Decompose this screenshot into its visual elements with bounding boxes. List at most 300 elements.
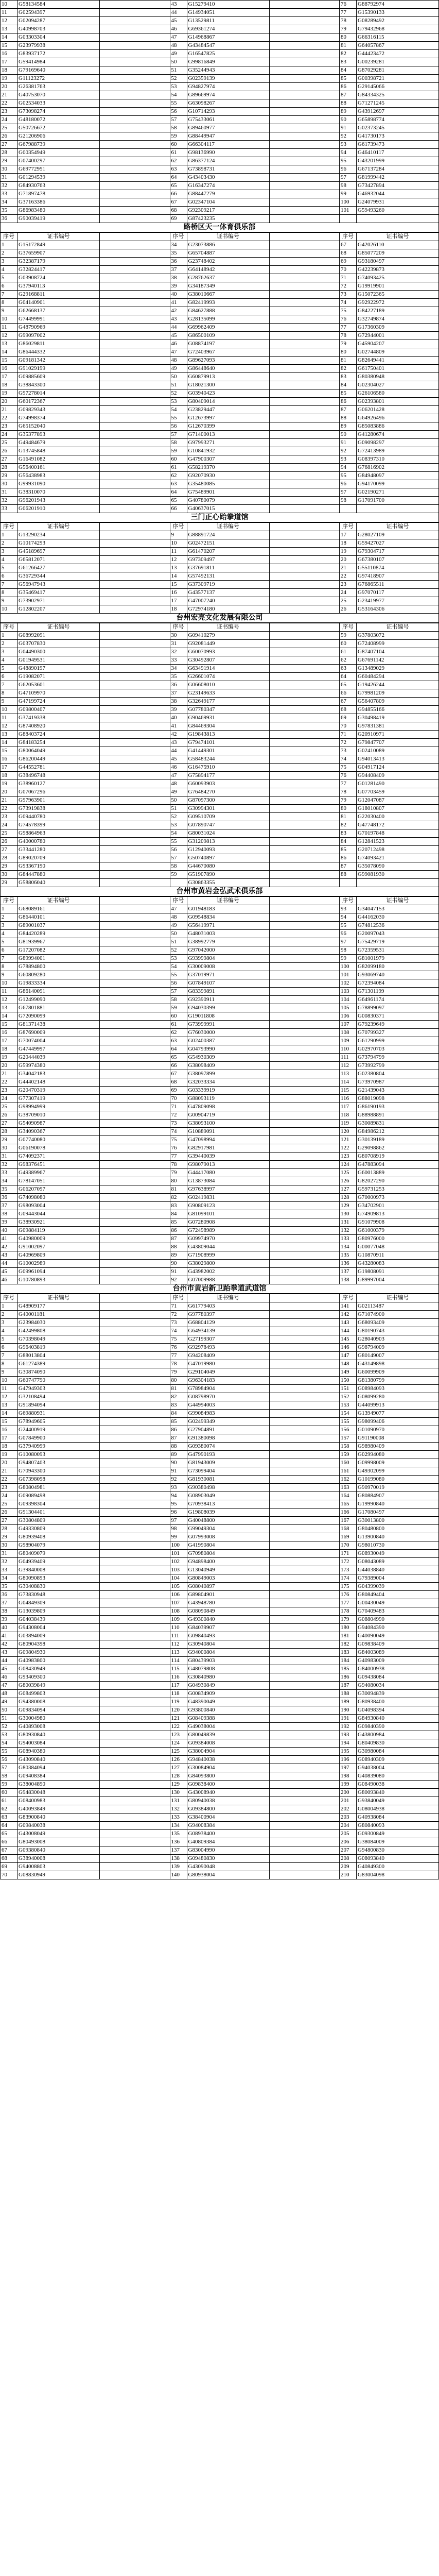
cert-cell: G88988891 <box>357 1111 439 1120</box>
seq-cell: 13 <box>1 340 17 348</box>
seq-cell: 1 <box>1 632 17 640</box>
seq-cell: 146 <box>340 1344 357 1352</box>
seq-cell: 135 <box>340 1251 357 1260</box>
seq-cell: 10 <box>170 539 187 548</box>
header-cert: 证书编号 <box>187 523 269 531</box>
table-row <box>1 996 439 1004</box>
seq-cell: 68 <box>340 706 357 714</box>
table-row <box>1 988 439 996</box>
table-row <box>1 689 439 698</box>
cert-cell: G42239873 <box>357 266 439 274</box>
cert-cell: G93180497 <box>357 258 439 266</box>
cert-cell: G42499808 <box>17 1327 100 1335</box>
seq-cell: 95 <box>340 922 357 930</box>
cert-cell: G43008049 <box>17 1830 100 1838</box>
cert-cell: G59731253 <box>357 1185 439 1194</box>
cert-cell: G12499090 <box>17 996 100 1004</box>
table-row <box>1 1550 439 1558</box>
cert-cell: G82027290 <box>357 1177 439 1185</box>
seq-cell: 48 <box>170 357 187 365</box>
seq-cell: 55 <box>170 838 187 846</box>
cert-cell: G07398098 <box>17 1476 100 1484</box>
cert-cell: G04930849 <box>187 1682 269 1690</box>
cert-cell: G16347274 <box>187 182 269 190</box>
seq-cell: 2 <box>1 1311 17 1319</box>
cert-cell: G08938400 <box>187 1830 269 1838</box>
cert-cell: G78899097 <box>357 1004 439 1012</box>
table-row <box>1 33 439 42</box>
seq-cell: 6 <box>1 946 17 955</box>
table-row <box>1 673 439 681</box>
seq-cell: 2 <box>1 249 17 258</box>
cert-cell: G97780397 <box>187 1311 269 1319</box>
table-row <box>1 1525 439 1533</box>
cert-cell: G07280908 <box>187 1218 269 1227</box>
header-seq: 序号 <box>1 897 17 905</box>
cert-cell: G34047153 <box>357 905 439 913</box>
seq-cell: 85 <box>170 1418 187 1426</box>
table-row <box>1 157 439 165</box>
seq-cell: 30 <box>1 165 17 174</box>
cert-cell: G80938004 <box>187 1871 269 1879</box>
seq-cell: 89 <box>340 108 357 116</box>
table-row <box>1 1062 439 1070</box>
section-title: 三门正心跆拳道馆 <box>0 513 439 522</box>
cert-cell: G07890747 <box>187 821 269 829</box>
cert-cell: G27904891 <box>187 1426 269 1434</box>
cert-cell: G08090849 <box>187 1607 269 1616</box>
seq-cell: 190 <box>340 1706 357 1715</box>
seq-cell: 50 <box>170 930 187 938</box>
seq-cell: 133 <box>340 1235 357 1243</box>
seq-cell: 66 <box>340 689 357 698</box>
seq-cell: 9 <box>1 597 17 605</box>
cert-cell: G04849309 <box>17 1599 100 1607</box>
cert-cell: G13745848 <box>17 447 100 455</box>
seq-cell: 71 <box>170 1302 187 1311</box>
seq-cell: 15 <box>1 357 17 365</box>
cert-cell: G04793990 <box>187 1045 269 1054</box>
seq-cell: 64 <box>170 1045 187 1054</box>
cert-cell: G19011808 <box>187 1012 269 1021</box>
seq-cell: 36 <box>1 1194 17 1202</box>
seq-cell: 99 <box>170 1533 187 1541</box>
table-row <box>1 340 439 348</box>
cert-cell: G72403967 <box>187 348 269 357</box>
seq-cell: 69 <box>170 1087 187 1095</box>
cert-cell: G56438983 <box>17 472 100 480</box>
table-row <box>1 1476 439 1484</box>
seq-cell: 24 <box>1 821 17 829</box>
table-row <box>1 747 439 755</box>
cert-cell: G31209813 <box>187 838 269 846</box>
cert-cell: G18021300 <box>187 381 269 389</box>
seq-cell: 43 <box>1 1251 17 1260</box>
seq-cell: 70 <box>340 266 357 274</box>
cert-cell: G08940380 <box>17 1748 100 1756</box>
table-row <box>1 439 439 447</box>
seq-cell: 91 <box>170 1467 187 1476</box>
seq-cell: 71 <box>170 1103 187 1111</box>
cert-cell: G80940038 <box>187 1797 269 1805</box>
seq-cell: 19 <box>1 780 17 788</box>
seq-cell: 109 <box>340 1037 357 1045</box>
cert-cell: G13290234 <box>17 531 100 539</box>
cert-cell: G81371438 <box>17 1021 100 1029</box>
seq-cell: 105 <box>170 1583 187 1591</box>
cert-cell: G38930921 <box>17 1218 100 1227</box>
seq-cell: 24 <box>1 1492 17 1500</box>
table-row <box>1 455 439 464</box>
seq-cell: 93 <box>170 1484 187 1492</box>
seq-cell: 84 <box>170 1410 187 1418</box>
cert-cell: G87407104 <box>357 648 439 656</box>
seq-cell: 6 <box>1 673 17 681</box>
table-row <box>1 846 439 854</box>
cert-cell: G09181342 <box>17 357 100 365</box>
cert-cell: G74998374 <box>17 414 100 422</box>
certificate-table <box>0 896 439 1284</box>
cert-cell: G49300840 <box>187 1616 269 1624</box>
header-cert: 证书编号 <box>17 1294 100 1302</box>
seq-cell: 189 <box>340 1698 357 1706</box>
seq-cell: 57 <box>170 431 187 439</box>
seq-cell: 47 <box>1 1682 17 1690</box>
table-row <box>1 1797 439 1805</box>
cert-cell: G40980009 <box>17 1235 100 1243</box>
seq-cell: 69 <box>1 1863 17 1871</box>
seq-cell: 31 <box>1 488 17 497</box>
seq-cell: 154 <box>340 1410 357 1418</box>
cert-cell: G88013804 <box>17 1352 100 1360</box>
cert-cell: G79304717 <box>357 548 439 556</box>
seq-cell: 124 <box>340 1161 357 1169</box>
table-row <box>1 1640 439 1649</box>
seq-cell: 82 <box>170 1393 187 1401</box>
seq-cell: 116 <box>170 1673 187 1682</box>
table-row <box>1 1632 439 1640</box>
table-row <box>1 497 439 505</box>
cert-cell: G96304183 <box>187 1377 269 1385</box>
seq-cell: 120 <box>340 1128 357 1136</box>
seq-cell: 30 <box>1 1144 17 1153</box>
cert-cell: G75894177 <box>187 772 269 780</box>
cert-cell: G10199080 <box>357 1476 439 1484</box>
cert-cell: G38084009 <box>357 1838 439 1846</box>
cert-cell: G68089161 <box>17 905 100 913</box>
seq-cell: 74 <box>340 299 357 307</box>
table-row <box>1 266 439 274</box>
table-row <box>1 1715 439 1723</box>
cert-cell: G70799327 <box>357 1029 439 1037</box>
seq-cell: 96 <box>170 1509 187 1517</box>
cert-cell: G07849900 <box>17 1434 100 1443</box>
cert-cell: G81999442 <box>357 174 439 182</box>
cert-cell: G74909813 <box>357 1210 439 1218</box>
cert-cell: G84469304 <box>187 722 269 731</box>
seq-cell: 78 <box>340 332 357 340</box>
cert-cell: G02970703 <box>357 1045 439 1054</box>
cert-cell: G08430949 <box>17 1665 100 1673</box>
table-row <box>1 1599 439 1607</box>
cert-cell: G94170099 <box>357 480 439 488</box>
table-row <box>1 315 439 324</box>
cert-cell: G98136990 <box>187 149 269 157</box>
seq-cell: 107 <box>170 1599 187 1607</box>
seq-cell: 89 <box>170 1451 187 1459</box>
seq-cell: 39 <box>1 1616 17 1624</box>
cert-cell: G40983009 <box>357 1657 439 1665</box>
cert-cell: G99081930 <box>357 871 439 879</box>
cert-cell: G03894009 <box>17 1632 100 1640</box>
table-row <box>1 373 439 381</box>
cert-cell: G17080497 <box>357 1509 439 1517</box>
cert-cell: G17207082 <box>17 946 100 955</box>
cert-cell: G09840493 <box>187 1632 269 1640</box>
seq-cell: 41 <box>1 1235 17 1243</box>
table-row <box>1 1509 439 1517</box>
seq-cell: 22 <box>1 1476 17 1484</box>
seq-cell: 33 <box>1 505 17 513</box>
seq-cell: 129 <box>170 1781 187 1789</box>
seq-cell: 117 <box>340 1103 357 1111</box>
seq-cell: 94 <box>340 149 357 157</box>
cert-cell: G10870911 <box>357 1251 439 1260</box>
seq-cell: 81 <box>340 42 357 50</box>
seq-cell: 100 <box>340 963 357 971</box>
seq-cell: 33 <box>1 1169 17 1177</box>
table-row <box>1 1665 439 1673</box>
cert-cell: G12047087 <box>357 796 439 805</box>
cert-cell: G30498419 <box>357 714 439 722</box>
cert-cell: G32108494 <box>17 1393 100 1401</box>
cert-cell: G80409830 <box>357 1739 439 1748</box>
cert-cell: G73099404 <box>187 1467 269 1476</box>
cert-cell: G80149007 <box>357 1352 439 1360</box>
cert-cell: G37019971 <box>187 971 269 979</box>
seq-cell: 123 <box>340 1153 357 1161</box>
seq-cell: 126 <box>170 1756 187 1764</box>
seq-cell: 58 <box>170 862 187 871</box>
seq-cell: 90 <box>170 1459 187 1467</box>
seq-cell: 76 <box>340 772 357 780</box>
seq-cell: 37 <box>170 266 187 274</box>
cert-cell: G30013800 <box>357 1517 439 1525</box>
seq-cell: 84 <box>170 1210 187 1218</box>
seq-cell: 74 <box>340 755 357 764</box>
seq-cell: 172 <box>340 1558 357 1566</box>
cert-cell: G40001181 <box>17 1311 100 1319</box>
seq-cell: 61 <box>1 1797 17 1805</box>
table-row <box>1 1385 439 1393</box>
cert-cell: G64926496 <box>357 414 439 422</box>
seq-cell: 23 <box>340 581 357 589</box>
cert-cell: G38960127 <box>17 780 100 788</box>
seq-cell: 183 <box>340 1649 357 1657</box>
seq-cell: 18 <box>1 1045 17 1054</box>
seq-cell: 108 <box>170 1607 187 1616</box>
seq-cell: 54 <box>1 1739 17 1748</box>
cert-cell: G10080093 <box>17 1451 100 1459</box>
header-seq: 序号 <box>1 523 17 531</box>
table-row <box>1 1243 439 1251</box>
seq-cell: 20 <box>1 83 17 91</box>
seq-cell: 57 <box>170 988 187 996</box>
cert-cell: G09998009 <box>357 1459 439 1467</box>
cert-cell: G60093903 <box>187 780 269 788</box>
seq-cell: 18 <box>1 1443 17 1451</box>
seq-cell: 12 <box>1 17 17 25</box>
seq-cell: 23 <box>1 1484 17 1492</box>
cert-cell: G48909177 <box>17 1302 100 1311</box>
cert-cell: G12940093 <box>187 846 269 854</box>
seq-cell: 72 <box>340 282 357 291</box>
table-row <box>1 431 439 439</box>
seq-cell: 95 <box>170 1500 187 1509</box>
cert-cell: G60099909 <box>357 1368 439 1377</box>
cert-cell: G02373245 <box>357 124 439 132</box>
seq-cell: 119 <box>170 1698 187 1706</box>
table-row <box>1 1467 439 1476</box>
seq-cell: 42 <box>1 1243 17 1251</box>
cert-cell: G98980409 <box>357 1443 439 1451</box>
cert-cell: G60172367 <box>17 398 100 406</box>
seq-cell: 110 <box>170 1624 187 1632</box>
seq-cell: 16 <box>170 589 187 597</box>
seq-cell: 64 <box>170 174 187 182</box>
cert-cell: G28040903 <box>357 1335 439 1344</box>
seq-cell <box>340 505 357 513</box>
cert-cell: G09098297 <box>357 439 439 447</box>
seq-cell: 36 <box>1 215 17 223</box>
table-row <box>1 1484 439 1492</box>
cert-cell: G65812071 <box>17 556 100 564</box>
seq-cell: 67 <box>340 698 357 706</box>
cert-cell: G88093119 <box>187 1095 269 1103</box>
seq-cell: 23 <box>1 1087 17 1095</box>
cert-cell: G41280674 <box>357 431 439 439</box>
seq-cell: 55 <box>170 414 187 422</box>
seq-cell: 74 <box>170 1327 187 1335</box>
seq-cell: 186 <box>340 1673 357 1682</box>
cert-cell: G88447279 <box>187 190 269 198</box>
seq-cell: 82 <box>340 821 357 829</box>
seq-cell: 68 <box>340 249 357 258</box>
seq-cell: 47 <box>170 348 187 357</box>
table-row <box>1 1087 439 1095</box>
seq-cell: 23 <box>1 422 17 431</box>
seq-cell: 110 <box>340 1045 357 1054</box>
seq-cell: 95 <box>340 157 357 165</box>
cert-cell: G84334325 <box>357 91 439 99</box>
cert-cell: G72090099 <box>17 1012 100 1021</box>
seq-cell: 115 <box>340 1087 357 1095</box>
cert-cell: G47748172 <box>357 821 439 829</box>
seq-cell: 43 <box>170 1 187 9</box>
table-row <box>1 198 439 207</box>
seq-cell: 46 <box>170 764 187 772</box>
table-row <box>1 1822 439 1830</box>
cert-cell: G86500109 <box>187 332 269 340</box>
seq-cell: 128 <box>340 1194 357 1202</box>
seq-cell: 69 <box>340 258 357 266</box>
seq-cell: 88 <box>340 871 357 879</box>
table-row <box>1 1410 439 1418</box>
cert-cell: G09440780 <box>17 813 100 821</box>
seq-cell: 61 <box>340 648 357 656</box>
cert-cell: G82649441 <box>357 357 439 365</box>
seq-cell: 93 <box>340 905 357 913</box>
seq-cell: 52 <box>1 1723 17 1731</box>
cert-cell: G98099406 <box>357 1418 439 1426</box>
seq-cell: 30 <box>1 1541 17 1550</box>
cert-cell: G60070993 <box>187 648 269 656</box>
seq-cell: 56 <box>170 979 187 988</box>
seq-cell: 15 <box>1 1021 17 1029</box>
cert-cell: G06207097 <box>17 1185 100 1194</box>
cert-cell: G47949303 <box>17 1385 100 1393</box>
cert-cell: G43149898 <box>357 1360 439 1368</box>
cert-cell: G15072365 <box>357 291 439 299</box>
table-row <box>1 1682 439 1690</box>
cert-cell: G40983800 <box>17 1657 100 1665</box>
seq-cell: 104 <box>340 996 357 1004</box>
seq-cell: 136 <box>170 1838 187 1846</box>
cert-cell: G30004980 <box>17 1715 100 1723</box>
seq-cell: 48 <box>170 42 187 50</box>
table-row <box>1 1327 439 1335</box>
seq-cell: 63 <box>1 1814 17 1822</box>
cert-cell: G04140901 <box>17 299 100 307</box>
cert-cell: G30980084 <box>357 1748 439 1756</box>
cert-cell: G80939408 <box>17 1533 100 1541</box>
seq-cell: 203 <box>340 1814 357 1822</box>
cert-cell: G14968867 <box>187 33 269 42</box>
cert-cell: G38004904 <box>187 1748 269 1756</box>
seq-cell: 81 <box>340 357 357 365</box>
cert-cell: G94030399 <box>187 1004 269 1012</box>
seq-cell: 14 <box>1 348 17 357</box>
seq-cell: 55 <box>170 971 187 979</box>
seq-cell: 93 <box>340 141 357 149</box>
cert-cell: G47109970 <box>17 689 100 698</box>
table-row <box>1 955 439 963</box>
table-row <box>1 258 439 266</box>
cert-cell: G44162030 <box>357 913 439 922</box>
cert-cell: G98994999 <box>17 1103 100 1111</box>
cert-cell: G38940008 <box>17 1855 100 1863</box>
cert-cell: G84183254 <box>17 739 100 747</box>
seq-cell: 86 <box>340 398 357 406</box>
seq-cell: 86 <box>340 83 357 91</box>
cert-cell: G76030000 <box>187 1029 269 1037</box>
cert-cell: G17360309 <box>357 324 439 332</box>
cert-cell: G81380799 <box>357 1377 439 1385</box>
cert-cell: G84447880 <box>17 871 100 879</box>
seq-cell: 175 <box>340 1583 357 1591</box>
cert-cell: G44038840 <box>357 1566 439 1574</box>
cert-cell: G45189697 <box>17 548 100 556</box>
cert-cell: G49330809 <box>17 1525 100 1533</box>
table-row <box>1 488 439 497</box>
seq-cell: 102 <box>340 979 357 988</box>
cert-cell: G91380098 <box>187 1434 269 1443</box>
cert-cell: G03908724 <box>17 274 100 282</box>
seq-cell: 157 <box>340 1434 357 1443</box>
cert-cell: G93367190 <box>17 862 100 871</box>
seq-cell: 10 <box>1 706 17 714</box>
cert-cell: G06608010 <box>187 681 269 689</box>
